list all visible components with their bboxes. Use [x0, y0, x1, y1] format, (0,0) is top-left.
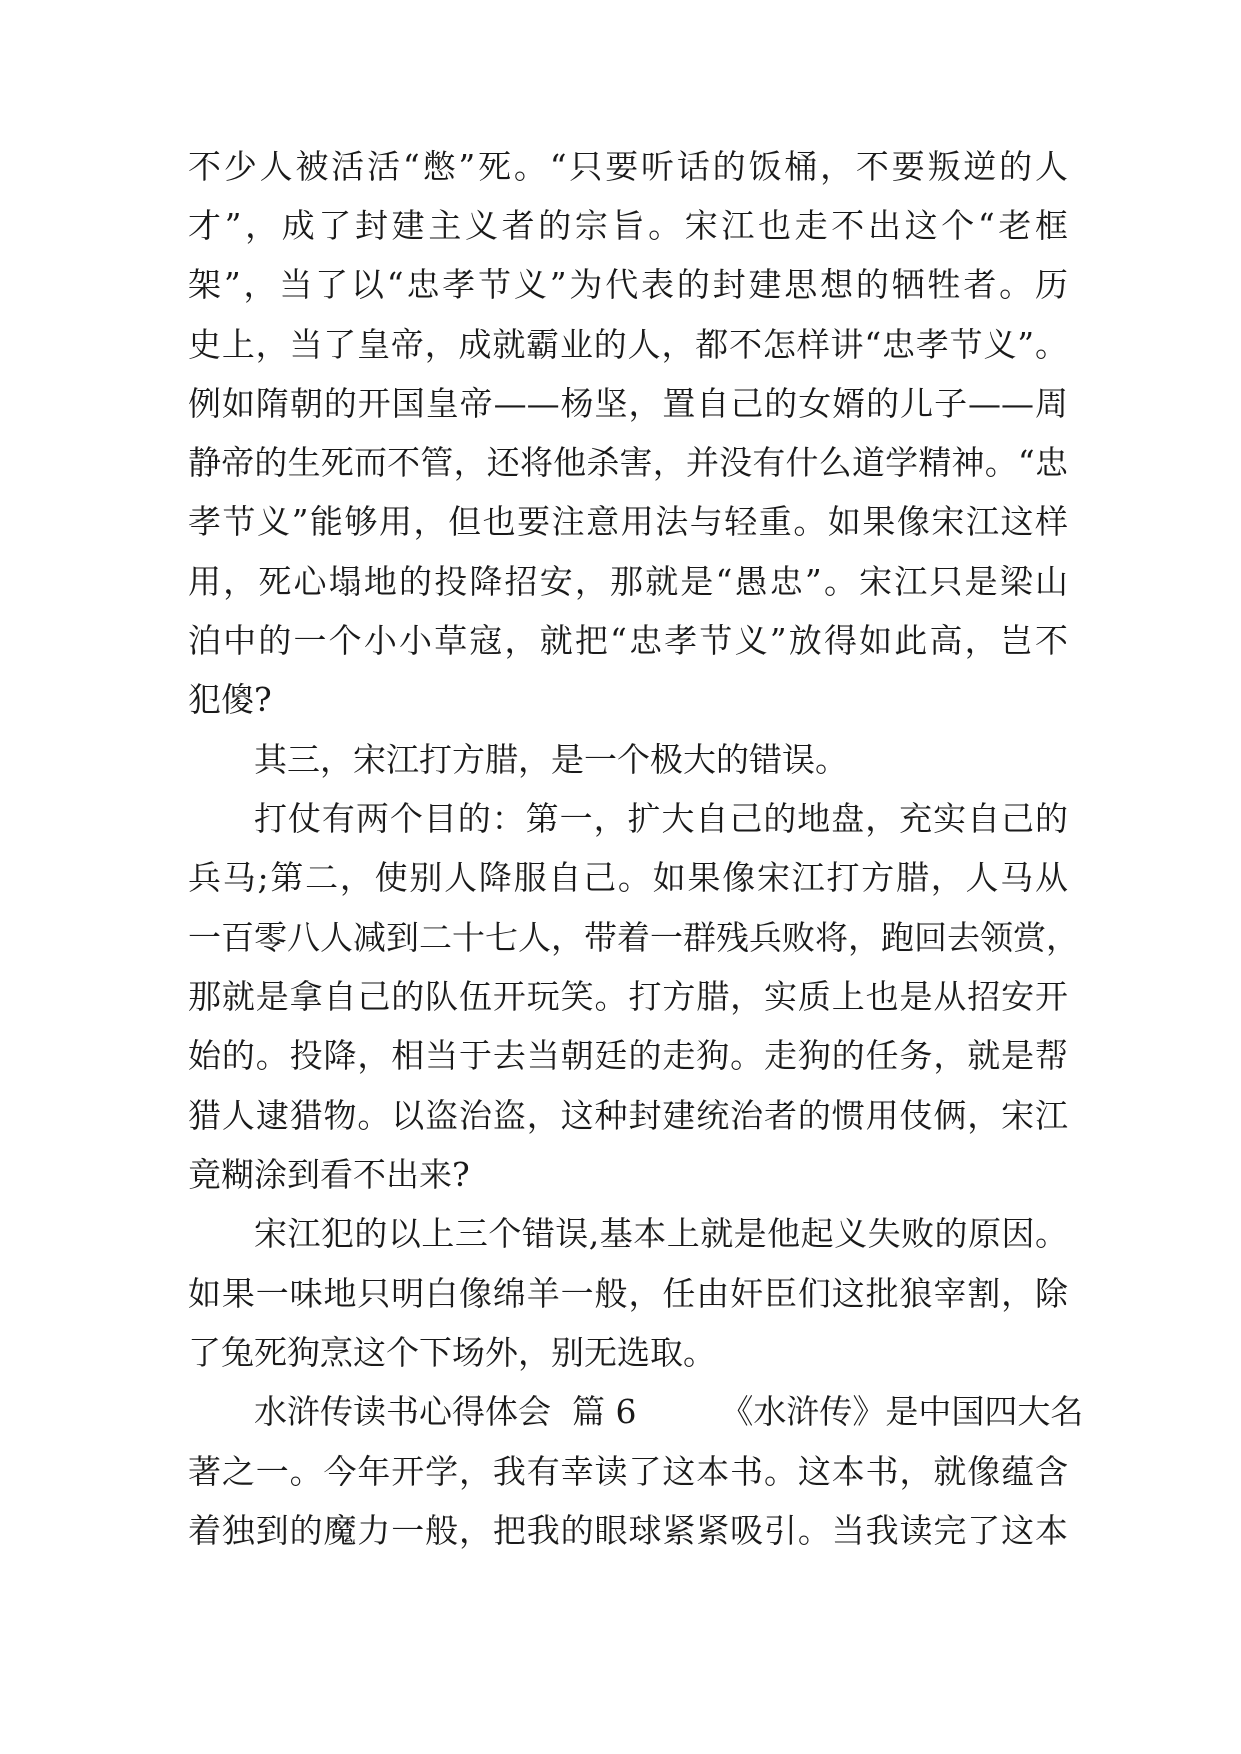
text-line: 宋江犯的以上三个错误,基本上就是他起义失败的原因。 [254, 1214, 1068, 1253]
text-line: 猎人逮猎物。以盗治盗，这种封建统治者的惯用伎俩，宋江 [188, 1096, 1068, 1135]
text-line: 着独到的魔力一般，把我的眼球紧紧吸引。当我读完了这本 [188, 1511, 1068, 1550]
text-line: 了兔死狗烹这个下场外，别无选取。 [188, 1333, 716, 1372]
text-line: 用，死心塌地的投降招安，那就是“愚忠”。宋江只是梁山 [188, 562, 1068, 601]
text-line: 例如隋朝的开国皇帝——杨坚，置自己的女婿的儿子——周 [188, 384, 1068, 423]
text-line: 打仗有两个目的：第一，扩大自己的地盘，充实自己的 [254, 799, 1068, 838]
text-line: 不少人被活活“憋”死。“只要听话的饭桶，不要叛逆的人 [188, 147, 1068, 186]
text-line: 才”，成了封建主义者的宗旨。宋江也走不出这个“老框 [188, 206, 1068, 245]
text-line: 史上，当了皇帝，成就霸业的人，都不怎样讲“忠孝节义”。 [188, 325, 1068, 364]
text-line: 著之一。今年开学，我有幸读了这本书。这本书，就像蕴含 [188, 1452, 1068, 1491]
text-line: 竟糊涂到看不出来? [188, 1155, 470, 1194]
text-line: 如果一味地只明白像绵羊一般，任由奸臣们这批狼宰割，除 [188, 1274, 1068, 1313]
text-line: 兵马;第二，使别人降服自己。如果像宋江打方腊，人马从 [188, 858, 1068, 897]
text-line: 始的。投降，相当于去当朝廷的走狗。走狗的任务，就是帮 [188, 1036, 1068, 1075]
text-line: 一百零八人减到二十七人，带着一群残兵败将，跑回去领赏， [188, 918, 1079, 957]
text-line: 那就是拿自己的队伍开玩笑。打方腊，实质上也是从招安开 [188, 977, 1068, 1016]
text-line: 泊中的一个小小草寇，就把“忠孝节义”放得如此高，岂不 [188, 621, 1068, 660]
text-line: 犯傻? [188, 680, 272, 719]
text-line: 其三，宋江打方腊，是一个极大的错误。 [254, 740, 848, 779]
text-line: 孝节义”能够用，但也要注意用法与轻重。如果像宋江这样 [188, 502, 1068, 541]
text-line: 水浒传读书心得体会 篇 6 《水浒传》是中国四大名 [254, 1392, 1084, 1431]
text-line: 架”，当了以“忠孝节义”为代表的封建思想的牺牲者。历 [188, 265, 1068, 304]
text-line: 静帝的生死而不管，还将他杀害，并没有什么道学精神。“忠 [188, 443, 1068, 482]
